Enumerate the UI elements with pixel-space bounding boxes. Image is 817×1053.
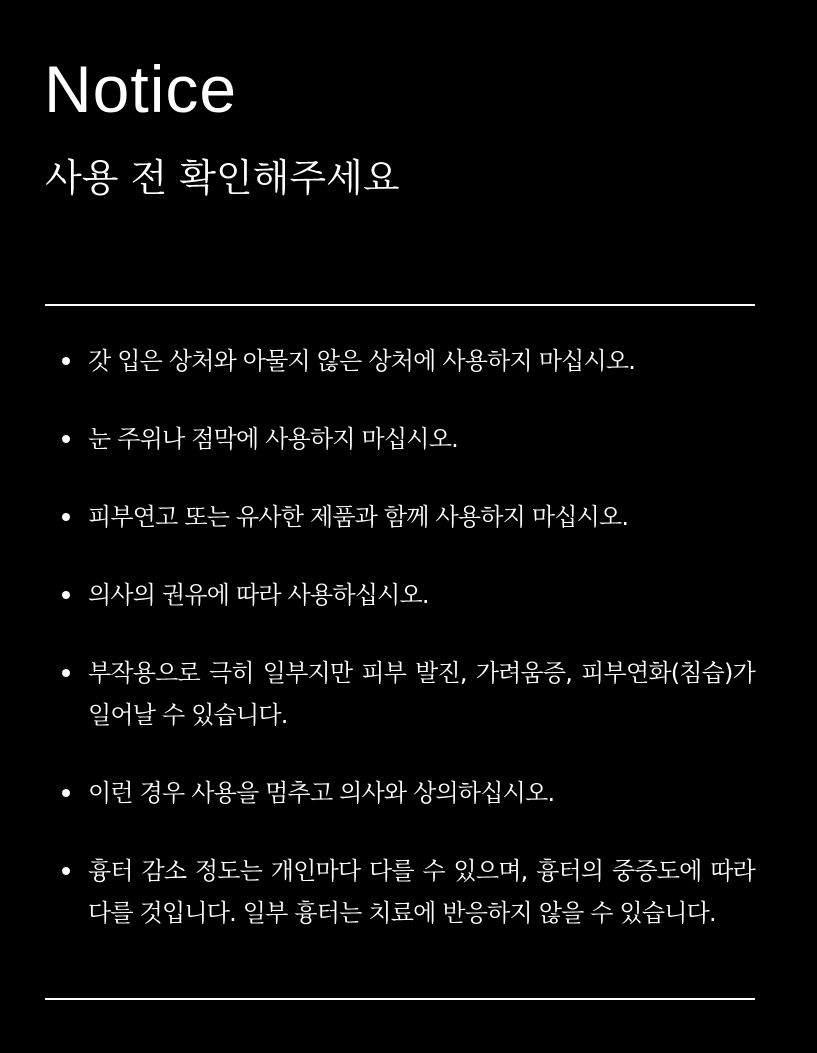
- top-divider: [45, 304, 755, 306]
- notice-text: 의사의 권유에 따라 사용하십시오.: [88, 581, 429, 609]
- notice-text: 흉터 감소 정도는 개인마다 다를 수 있으며, 흉터의 중증도에 따라 다를 것입니다. 일부 흉터는 치료에 반응하지 않을 수 있습니다.: [88, 857, 755, 927]
- notice-item: [45, 340, 755, 382]
- bullet-icon: [62, 789, 70, 797]
- notice-item: [45, 574, 755, 616]
- notice-text: 피부연고 또는 유사한 제품과 함께 사용하지 마십시오.: [88, 503, 629, 531]
- notice-text: 이런 경우 사용을 멈추고 의사와 상의하십시오.: [88, 779, 555, 807]
- notice-list: [45, 340, 755, 934]
- notice-item: [45, 850, 755, 934]
- bullet-icon: [62, 669, 70, 677]
- bullet-icon: [62, 867, 70, 875]
- notice-item: [45, 772, 755, 814]
- bullet-icon: [62, 357, 70, 365]
- bullet-icon: [62, 591, 70, 599]
- notice-item: [45, 418, 755, 460]
- notice-text: 부작용으로 극히 일부지만 피부 발진, 가려움증, 피부연화(침습)가 일어날 수 있습니다.: [88, 659, 755, 729]
- bottom-divider: [45, 998, 755, 1000]
- notice-item: [45, 496, 755, 538]
- notice-text: 갓 입은 상처와 아물지 않은 상처에 사용하지 마십시오.: [88, 347, 636, 375]
- notice-text: 눈 주위나 점막에 사용하지 마십시오.: [88, 425, 458, 453]
- page-subtitle: 사용 전 확인해주세요: [45, 156, 400, 200]
- notice-item: [45, 652, 755, 736]
- bullet-icon: [62, 435, 70, 443]
- page-title: Notice: [44, 52, 238, 126]
- bullet-icon: [62, 513, 70, 521]
